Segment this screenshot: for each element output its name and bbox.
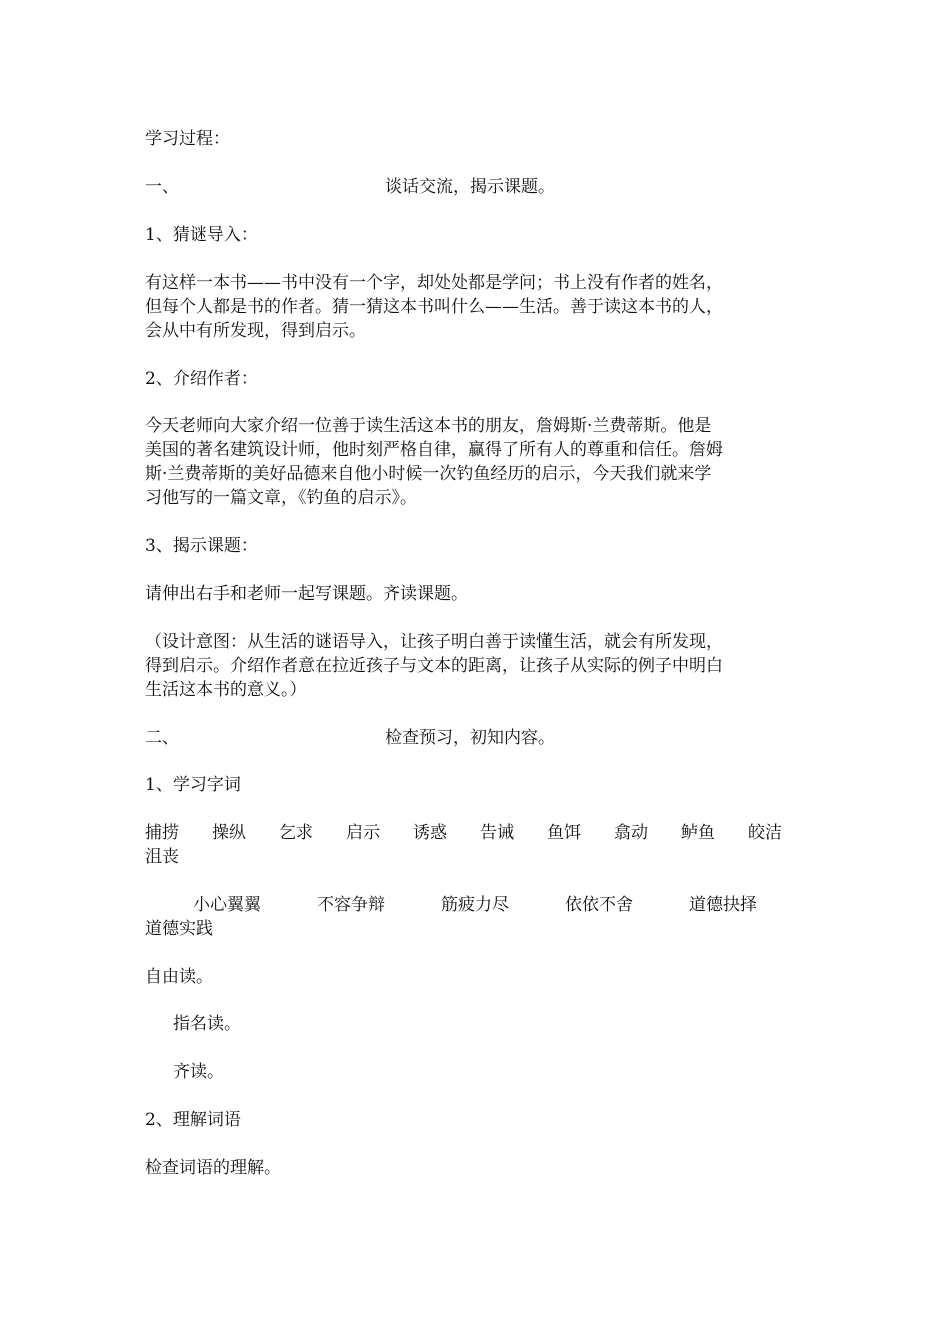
vocab-phrase-wrap: 道德实践 bbox=[145, 919, 213, 939]
vocab-word: 捕捞 bbox=[145, 823, 179, 843]
vocab-word-wrap: 沮丧 bbox=[145, 847, 179, 867]
vocab-phrase: 筋疲力尽 bbox=[441, 895, 509, 915]
vocab-word: 启示 bbox=[346, 823, 380, 843]
vocab-phrase: 不容争辩 bbox=[317, 895, 385, 915]
vocab-word: 乞求 bbox=[279, 823, 313, 843]
section2-item1-title: 1、学习字词 bbox=[145, 775, 241, 795]
vocab-word: 鲈鱼 bbox=[681, 823, 715, 843]
free-read: 自由读。 bbox=[145, 967, 213, 987]
riddle-line: 有这样一本书——书中没有一个字，却处处都是学问；书上没有作者的姓名， bbox=[145, 273, 723, 293]
design-note bbox=[145, 630, 800, 702]
riddle-line: 但每个人都是书的作者。猜一猜这本书叫什么——生活。善于读这本书的人， bbox=[145, 297, 723, 317]
vocab-word: 操纵 bbox=[212, 823, 246, 843]
design-note-line: （设计意图：从生活的谜语导入，让孩子明白善于读懂生活，就会有所发现， bbox=[145, 632, 723, 652]
author-paragraph bbox=[145, 414, 800, 510]
riddle-paragraph bbox=[145, 271, 800, 343]
vocab-word: 翕动 bbox=[614, 823, 648, 843]
author-line: 今天老师向大家介绍一位善于读生活这本书的朋友，詹姆斯·兰费蒂斯。他是 bbox=[145, 416, 712, 436]
section2-item2-title: 2、理解词语 bbox=[145, 1110, 241, 1130]
design-note-line: 得到启示。介绍作者意在拉近孩子与文本的距离，让孩子从实际的例子中明白 bbox=[145, 656, 723, 676]
item2-title: 2、介绍作者： bbox=[145, 369, 258, 389]
item3-title: 3、揭示课题： bbox=[145, 536, 258, 556]
section2-number: 二、 bbox=[145, 728, 179, 748]
group-read: 齐读。 bbox=[173, 1062, 224, 1082]
section2-item2-body: 检查词语的理解。 bbox=[145, 1158, 281, 1178]
author-line: 习他写的一篇文章，《钓鱼的启示》。 bbox=[145, 488, 417, 508]
named-read: 指名读。 bbox=[173, 1014, 241, 1034]
author-line: 斯·兰费蒂斯的美好品德来自他小时候一次钓鱼经历的启示，今天我们就来学 bbox=[145, 464, 712, 484]
process-label: 学习过程： bbox=[145, 129, 230, 149]
vocab-word: 诱惑 bbox=[413, 823, 447, 843]
vocab-word: 告诫 bbox=[480, 823, 514, 843]
vocab-phrase: 小心翼翼 bbox=[193, 895, 261, 915]
vocab-phrase: 道德抉择 bbox=[689, 895, 757, 915]
section1-title: 谈话交流，揭示课题。 bbox=[385, 177, 555, 197]
vocab-phrase: 依依不舍 bbox=[565, 895, 633, 915]
vocab-word: 鱼饵 bbox=[547, 823, 581, 843]
vocab-word: 皎洁 bbox=[748, 823, 782, 843]
riddle-line: 会从中有所发现，得到启示。 bbox=[145, 321, 366, 341]
item3-body: 请伸出右手和老师一起写课题。齐读课题。 bbox=[145, 584, 468, 604]
word-list-row2 bbox=[145, 893, 805, 917]
word-list-row1 bbox=[145, 821, 805, 845]
design-note-line: 生活这本书的意义。） bbox=[145, 680, 307, 700]
section2-title: 检查预习，初知内容。 bbox=[385, 728, 555, 748]
item1-title: 1、猜谜导入： bbox=[145, 225, 258, 245]
section1-number: 一、 bbox=[145, 177, 179, 197]
author-line: 美国的著名建筑设计师，他时刻严格自律，赢得了所有人的尊重和信任。詹姆 bbox=[145, 440, 723, 460]
